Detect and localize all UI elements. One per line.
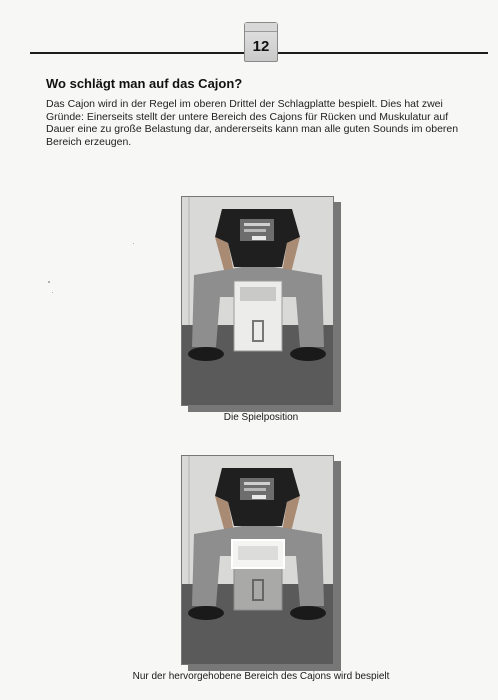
page-number: 12	[252, 38, 270, 55]
scan-speck	[52, 292, 53, 293]
photo-caption: Nur der hervorgehobene Bereich des Cajons wird bespielt	[132, 671, 390, 682]
section-heading: Wo schlägt man auf das Cajon?	[46, 76, 243, 91]
scan-speck	[133, 243, 134, 244]
photo-playing-position	[181, 196, 334, 406]
scan-speck	[48, 281, 50, 283]
photo-illustration	[182, 456, 333, 664]
photo-illustration	[182, 197, 333, 405]
photo-playing-area	[181, 455, 334, 665]
photo-caption: Die Spielposition	[223, 412, 299, 423]
intro-paragraph: Das Cajon wird in der Regel im oberen Drittel der Schlagplatte bespielt. Dies hat zwei Gründe: Einerseits stellt der untere Bereich des Cajons für Rücken und Muskulatur auf Dauer eine zu große Belastung dar, andererseits kann man alle guten Sounds im oberen Bereich erzeugen.	[46, 98, 459, 148]
cajon-badge-top	[245, 23, 277, 32]
page-number-badge	[244, 22, 278, 62]
